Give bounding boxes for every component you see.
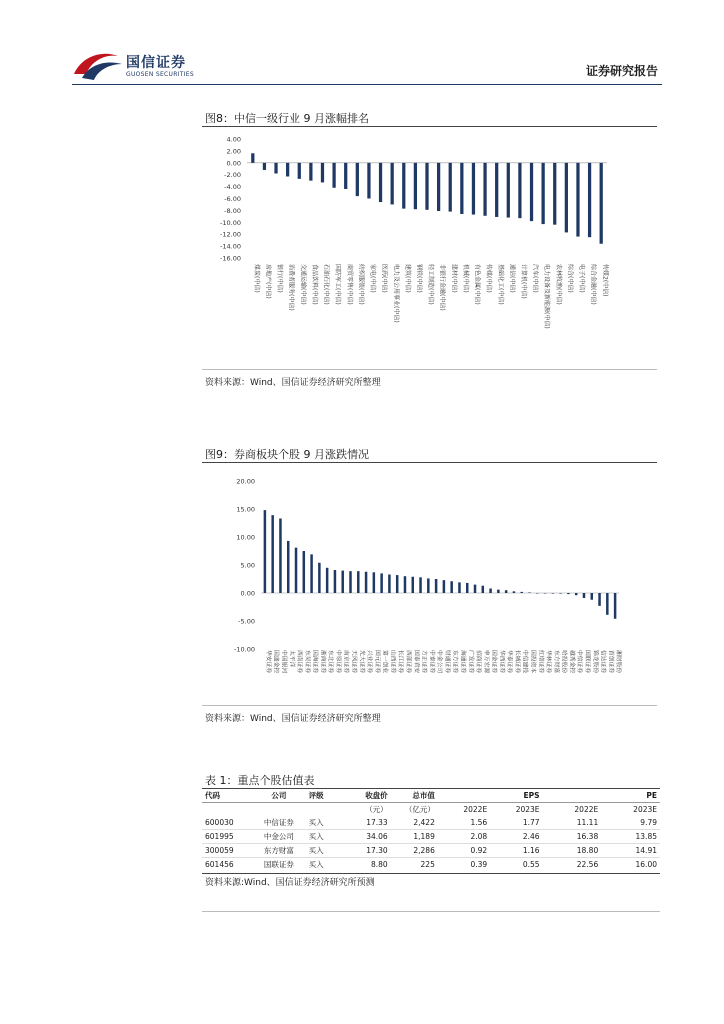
y-tick-label: -10.00 (234, 645, 255, 654)
table-cell-rating: 买入 (308, 846, 324, 855)
bar (356, 163, 359, 196)
figure8-top-rule (202, 126, 657, 127)
bar (341, 571, 343, 593)
table-cell-pe22: 16.38 (576, 832, 599, 841)
y-tick-label: 2.00 (226, 147, 241, 156)
y-tick-label: -5.00 (238, 617, 255, 626)
x-tick-label: 纺织服装(中信) (357, 264, 365, 305)
bar (391, 163, 394, 205)
x-tick-label: 轻工制造(中信) (427, 264, 435, 305)
bar (286, 163, 289, 177)
x-tick-label: 东北证券 (327, 650, 334, 674)
table-cell-rating: 买入 (308, 860, 324, 869)
x-tick-label: 国防军工(中信) (334, 264, 342, 305)
table-cell-mktcap: 225 (420, 860, 435, 869)
table-cell-company: 国联证券 (263, 860, 294, 869)
x-tick-label: 天风证券 (350, 650, 357, 674)
bar (472, 163, 475, 215)
year-eps-2023: 2023E (515, 805, 540, 814)
figure8-title: 图8：中信一级行业 9 月涨幅排名 (205, 112, 369, 125)
bar (402, 163, 405, 209)
bar (497, 590, 499, 593)
x-tick-label: 国泰君安 (412, 650, 419, 674)
x-tick-label: 建材(中信) (450, 264, 458, 293)
x-tick-label: 国元证券 (373, 650, 380, 674)
x-tick-label: 综合金融(中信) (589, 264, 597, 305)
bar (404, 576, 406, 593)
x-tick-label: 招商证券 (475, 650, 482, 674)
table-header-row (202, 789, 660, 803)
y-tick-label: 5.00 (240, 561, 255, 570)
table-row (202, 816, 660, 830)
y-tick-label: 20.00 (236, 477, 255, 486)
bar (505, 590, 507, 593)
table-cell-rating: 买入 (308, 818, 324, 827)
table-row (202, 858, 660, 872)
bar (449, 163, 452, 212)
page-bottom-rule (202, 911, 660, 912)
x-tick-label: 华泰证券 (506, 650, 513, 674)
bar (443, 580, 445, 593)
table-cell-eps23: 2.46 (522, 832, 540, 841)
x-tick-label: 广发证券 (467, 650, 474, 674)
table-cell-eps23: 1.77 (522, 818, 540, 827)
x-tick-label: 东方财富 (552, 650, 559, 674)
x-tick-label: 国投资本 (529, 650, 536, 674)
x-tick-label: 传媒2(中信) (601, 264, 609, 297)
x-tick-label: 基础化工(中信) (496, 264, 504, 305)
x-tick-label: 华西证券 (498, 650, 505, 674)
x-tick-label: 湘财股份 (615, 650, 622, 674)
bar (460, 163, 463, 214)
x-tick-label: 西南证券 (296, 650, 303, 674)
table-cell-code: 600030 (205, 818, 234, 827)
bar (380, 573, 382, 593)
x-tick-label: 哈投股份 (560, 650, 567, 674)
table-row (202, 844, 660, 858)
x-tick-label: 国金证券 (490, 650, 497, 674)
table-cell-company: 中金公司 (263, 832, 294, 841)
x-tick-label: 消费者服务(中信) (287, 264, 295, 311)
x-tick-label: 红塔证券 (537, 650, 544, 674)
figure9-title: 图9：券商板块个股 9 月涨跌情况 (205, 448, 369, 461)
x-tick-label: 越秀金控 (568, 650, 575, 674)
x-tick-label: 光大证券 (358, 650, 365, 674)
bar (600, 163, 603, 244)
col-company: 公司 (271, 791, 287, 800)
bar (513, 591, 515, 593)
x-tick-label: 医药(中信) (380, 264, 388, 293)
bar (614, 593, 616, 619)
y-tick-label: -4.00 (224, 183, 241, 192)
x-tick-label: 机械(中信) (461, 264, 469, 293)
figure9-source: 资料来源：Wind、国信证券经济研究所整理 (205, 714, 381, 724)
bar (528, 592, 530, 593)
y-tick-label: 15.00 (236, 505, 255, 514)
x-tick-label: 中金公司 (436, 650, 443, 674)
x-tick-label: 长城证券 (513, 650, 520, 674)
bar (435, 579, 437, 593)
x-tick-label: 家电(中信) (369, 264, 377, 293)
col-eps: EPS (523, 791, 540, 800)
x-tick-label: 钢铁(中信) (415, 264, 423, 293)
x-tick-label: 华林证券 (545, 650, 552, 674)
x-tick-label: 首创证券 (607, 650, 614, 674)
x-tick-label: 农林牧渔(中信) (554, 264, 562, 305)
bar (332, 163, 335, 188)
x-tick-label: 商贸零售(中信) (345, 264, 353, 305)
bar (576, 163, 579, 237)
mktcap-unit: （亿元） (404, 805, 435, 814)
table-cell-code: 601995 (205, 832, 234, 841)
report-type-label: 证券研究报告 (585, 64, 658, 78)
table-cell-eps22: 2.08 (470, 832, 488, 841)
bar (482, 586, 484, 593)
table-cell-eps22: 1.56 (470, 818, 488, 827)
bar (321, 163, 324, 183)
x-tick-label: 煤炭(中信) (252, 264, 260, 293)
table-cell-eps23: 1.16 (522, 846, 540, 855)
bar (559, 593, 561, 594)
bar (450, 581, 452, 593)
bar (474, 585, 476, 593)
table-row (202, 830, 660, 844)
table-cell-eps22: 0.92 (470, 846, 488, 855)
bar (419, 577, 421, 593)
x-tick-label: 兴业证券 (366, 650, 373, 674)
bar (414, 163, 417, 209)
bar (483, 163, 486, 216)
x-tick-label: 电力设备及新能源(中信) (543, 264, 551, 329)
year-pe-2022: 2022E (574, 805, 599, 814)
table-cell-company: 东方财富 (263, 846, 294, 855)
year-eps-2022: 2022E (463, 805, 488, 814)
bar (606, 593, 608, 615)
table-cell-code: 300059 (205, 846, 234, 855)
x-tick-label: 国海证券 (311, 650, 318, 674)
bar (379, 163, 382, 202)
x-tick-label: 传媒(中信) (485, 264, 493, 293)
col-mktcap: 总市值 (412, 791, 435, 800)
x-tick-label: 计算机(中信) (520, 264, 528, 299)
bar (588, 163, 591, 237)
bar (507, 163, 510, 218)
y-tick-label: 0.00 (226, 159, 241, 168)
table-cell-pe23: 16.00 (635, 860, 657, 869)
table-cell-pe23: 14.91 (635, 846, 657, 855)
x-tick-label: 申万宏源 (482, 650, 489, 674)
y-tick-label: -14.00 (220, 242, 241, 251)
x-tick-label: 食品饮料(中信) (310, 264, 318, 305)
x-tick-label: 太平洋 (288, 650, 295, 668)
bar (274, 163, 277, 174)
bar (567, 593, 569, 594)
bar (458, 582, 460, 593)
table-cell-close: 34.06 (366, 832, 388, 841)
x-tick-label: 南京证券 (342, 650, 349, 674)
bar (309, 163, 312, 181)
y-tick-label: -10.00 (220, 218, 241, 227)
bar (298, 163, 301, 179)
bar (544, 593, 546, 594)
guosen-logo-icon (72, 48, 124, 82)
x-tick-label: 华安证券 (264, 650, 271, 674)
bar (344, 163, 347, 189)
table-cell-pe22: 11.11 (576, 818, 599, 827)
x-tick-label: 综合(中信) (566, 264, 574, 293)
bar (518, 163, 521, 218)
bar (349, 571, 351, 593)
bar (388, 575, 390, 593)
figure8-source: 资料来源：Wind、国信证券经济研究所整理 (205, 378, 381, 388)
table-cell-rating: 买入 (308, 832, 324, 841)
bar (412, 577, 414, 593)
bar (575, 593, 577, 595)
x-tick-label: 汽车(中信) (531, 264, 539, 293)
table-cell-company: 中信证券 (263, 818, 294, 827)
figure8-bottom-rule (202, 369, 657, 370)
bar (251, 153, 254, 163)
x-tick-label: 财通证券 (443, 650, 450, 674)
bar (396, 575, 398, 593)
x-tick-label: 建筑(中信) (403, 264, 411, 293)
x-tick-label: 方正证券 (420, 650, 427, 674)
bar (489, 589, 491, 593)
table-cell-close: 17.33 (366, 818, 388, 827)
figure9-chart (202, 464, 657, 704)
x-tick-label: 山西证券 (389, 650, 396, 674)
x-tick-label: 中信证券 (576, 650, 583, 674)
col-close: 收盘价 (365, 791, 388, 800)
x-tick-label: 第一创业 (381, 650, 388, 674)
col-pe: PE (646, 791, 657, 800)
x-tick-label: 电力及公用事业(中信) (392, 264, 400, 323)
logo-text-en: GUOSEN SECURITIES (126, 71, 195, 78)
year-pe-2023: 2023E (633, 805, 657, 814)
bar (425, 163, 428, 210)
table-cell-code: 601456 (205, 860, 234, 869)
table-cell-pe23: 13.85 (635, 832, 657, 841)
logo-text-cn: 国信证券 (126, 55, 186, 71)
x-tick-label: 电子(中信) (578, 264, 586, 293)
x-tick-label: 长江证券 (397, 650, 404, 674)
x-tick-label: 非银行金融(中信) (438, 264, 446, 311)
bar (565, 163, 568, 233)
bar (591, 593, 593, 600)
table1-title: 表 1：重点个股估值表 (205, 774, 315, 787)
x-tick-label: 交通运输(中信) (299, 264, 307, 305)
table-cell-mktcap: 2,422 (413, 818, 435, 827)
bar (263, 163, 266, 170)
bar (264, 510, 266, 593)
x-tick-label: 国联证券 (584, 650, 591, 674)
table-subheader-row (202, 803, 660, 817)
x-tick-label: 浙商证券 (319, 650, 326, 674)
y-tick-label: -12.00 (220, 230, 241, 239)
x-tick-label: 银行(中信) (276, 264, 284, 293)
bar (437, 163, 440, 211)
x-tick-label: 通信(中信) (508, 264, 516, 293)
figure9-top-rule (202, 462, 657, 463)
bar (542, 163, 545, 224)
bar (367, 163, 370, 199)
bar (530, 163, 533, 221)
y-tick-label: 4.00 (226, 135, 241, 144)
header-rule (72, 84, 662, 85)
bar (287, 541, 289, 593)
y-tick-label: -16.00 (220, 254, 241, 263)
bar (279, 519, 281, 593)
col-rating: 评级 (308, 791, 324, 800)
table1-bottom-rule (202, 873, 660, 874)
bar (598, 593, 600, 606)
figure9-bottom-rule (202, 705, 657, 706)
table-cell-mktcap: 2,286 (413, 846, 435, 855)
bar (357, 571, 359, 593)
bar (310, 554, 312, 593)
figure8-chart (202, 128, 657, 368)
x-tick-label: 东吴证券 (303, 650, 310, 674)
table-cell-eps22: 0.39 (470, 860, 488, 869)
bar (318, 563, 320, 593)
bar (536, 593, 538, 594)
table1-source: 资料来源:Wind、国信证券经济研究所预测 (205, 878, 375, 888)
x-tick-label: 锦龙股份 (591, 650, 598, 674)
x-tick-label: 中泰证券 (428, 650, 435, 674)
y-tick-label: -6.00 (224, 195, 241, 203)
x-tick-label: 西部证券 (405, 650, 412, 674)
table-cell-mktcap: 1,189 (413, 832, 435, 841)
bar (495, 163, 498, 217)
table-cell-close: 8.80 (370, 860, 388, 869)
table-cell-pe22: 18.80 (576, 846, 599, 855)
close-unit: （元） (365, 805, 388, 814)
valuation-table (202, 789, 660, 871)
y-tick-label: 0.00 (240, 589, 255, 598)
table-cell-eps23: 0.55 (522, 860, 540, 869)
bar (583, 593, 585, 598)
x-tick-label: 东方证券 (451, 650, 458, 674)
x-tick-label: 有色金属(中信) (473, 264, 481, 305)
bar (303, 551, 305, 593)
table-cell-pe22: 22.56 (576, 860, 599, 869)
bar (373, 572, 375, 593)
table-cell-close: 17.30 (366, 846, 388, 855)
bar (334, 570, 336, 593)
x-tick-label: 中信建投 (521, 650, 528, 674)
x-tick-label: 中原证券 (334, 650, 341, 674)
x-tick-label: 海通证券 (459, 650, 466, 674)
bar (466, 583, 468, 593)
x-tick-label: 房地产(中信) (264, 264, 272, 299)
bar (295, 548, 297, 593)
bar (520, 592, 522, 593)
x-tick-label: 信达证券 (599, 650, 606, 674)
bar (427, 578, 429, 593)
bar (326, 568, 328, 593)
y-tick-label: -2.00 (224, 171, 241, 180)
table-cell-pe23: 9.79 (640, 818, 657, 827)
x-tick-label: 国盛金控 (272, 650, 279, 674)
bar (552, 593, 554, 594)
col-code: 代码 (205, 791, 220, 800)
y-tick-label: -8.00 (224, 206, 241, 215)
y-tick-label: 10.00 (236, 533, 255, 542)
bar (553, 163, 556, 225)
bar (365, 572, 367, 593)
bar (271, 515, 273, 593)
x-tick-label: 中国银河 (280, 650, 287, 674)
x-tick-label: 石油石化(中信) (322, 264, 330, 305)
